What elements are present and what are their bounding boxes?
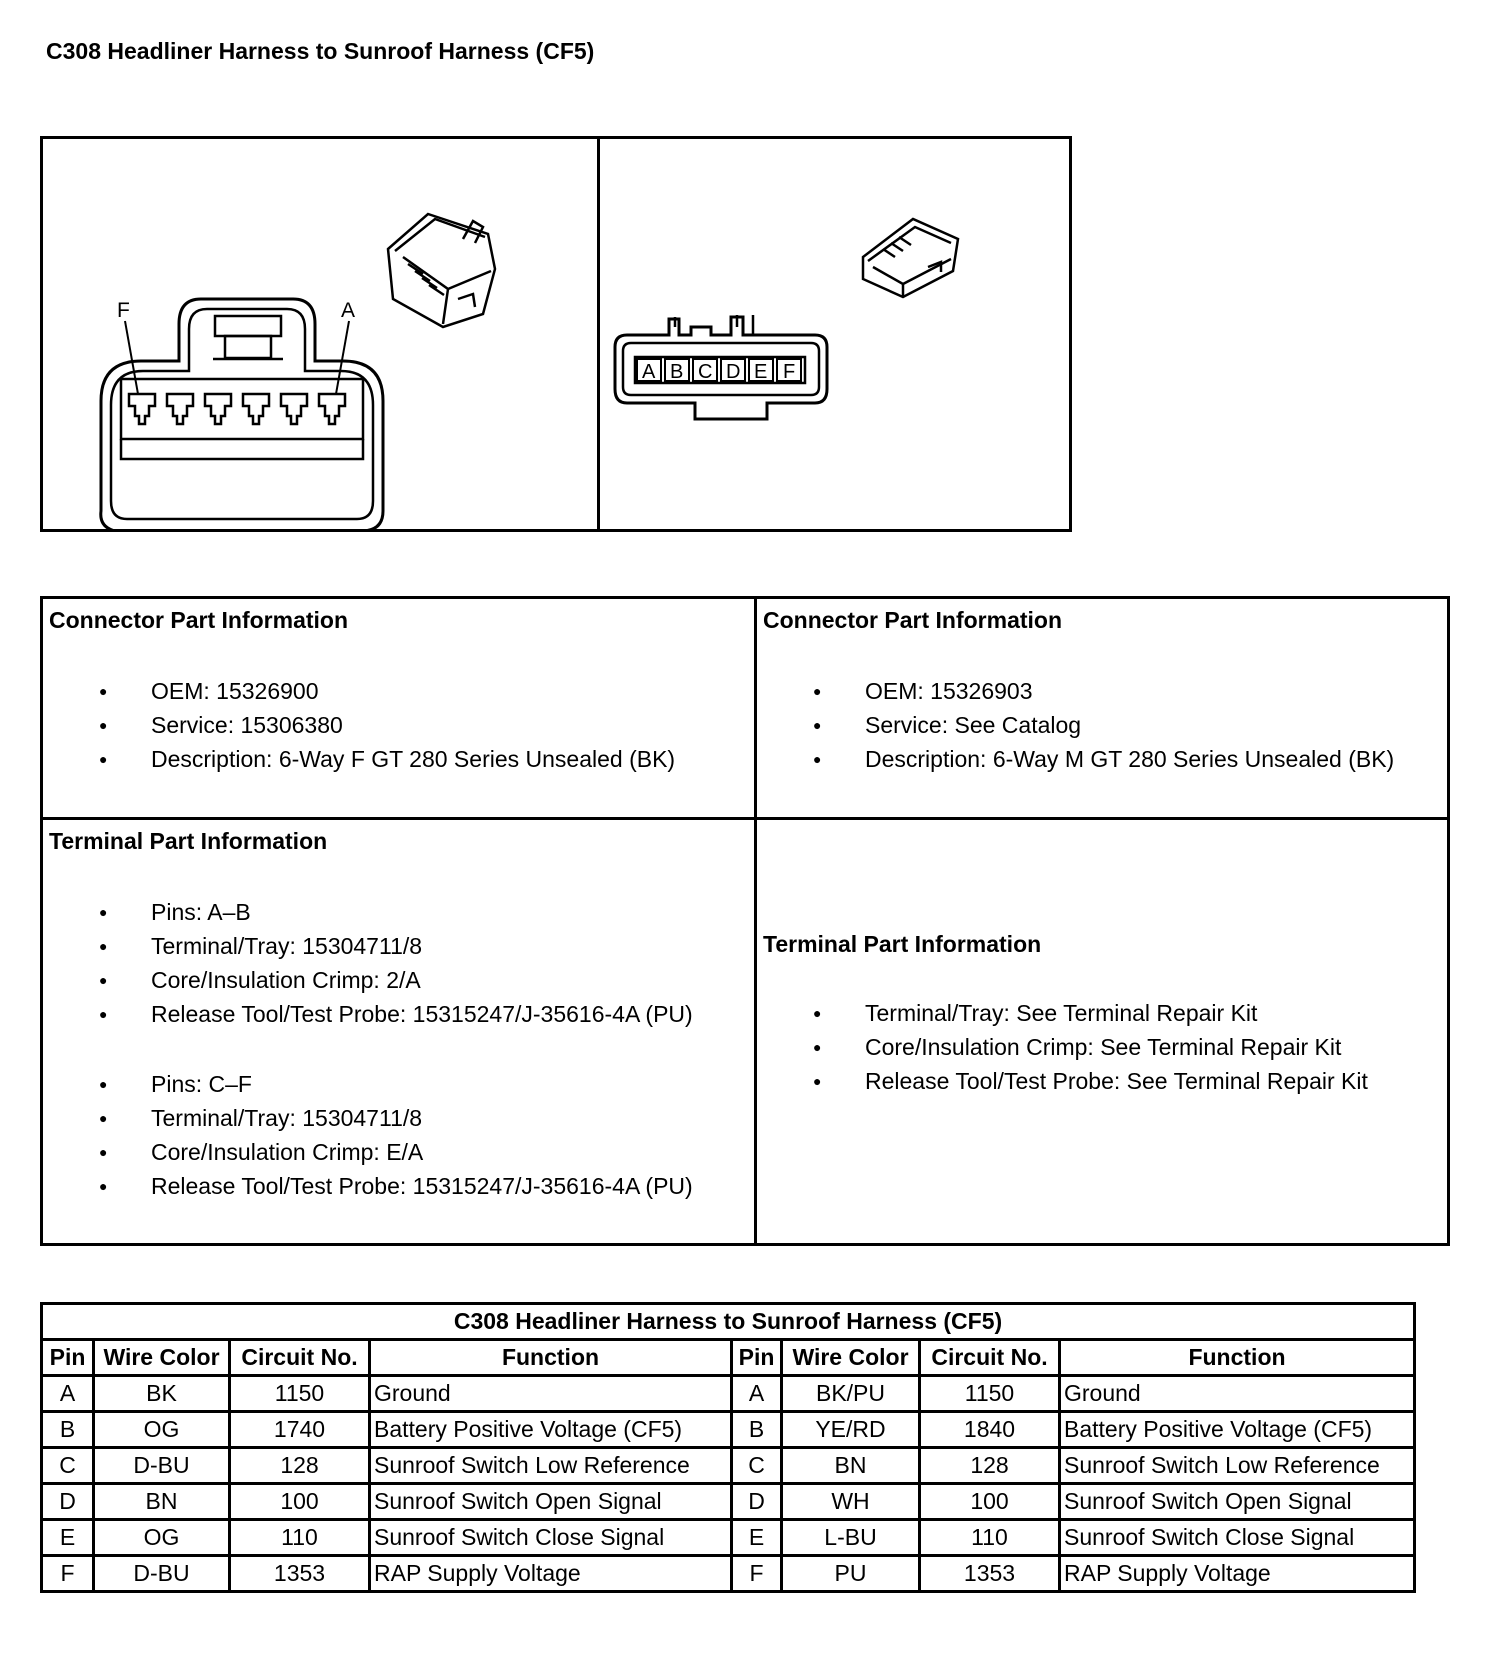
- connector-diagrams: [43, 139, 1069, 529]
- list-item: ● Release Tool/Test Probe: 15315247/J-35616-4A (PU): [49, 1169, 754, 1203]
- table-cell: PU: [782, 1556, 920, 1592]
- column-header: Function: [1060, 1340, 1415, 1376]
- table-cell: C: [732, 1448, 782, 1484]
- table-cell: D-BU: [94, 1448, 230, 1484]
- list-item: ● Release Tool/Test Probe: See Terminal Repair Kit: [763, 1064, 1447, 1098]
- table-cell: 128: [920, 1448, 1060, 1484]
- table-cell: 1740: [230, 1412, 370, 1448]
- list-item: ● Service: 15306380: [49, 708, 754, 742]
- left-terminal-info: [43, 828, 754, 1203]
- male-connector-thumbnail-icon: [863, 219, 958, 297]
- table-cell: E: [732, 1520, 782, 1556]
- table-cell: BK/PU: [782, 1376, 920, 1412]
- table-cell: E: [42, 1520, 94, 1556]
- part-info-grid: [40, 596, 1450, 1246]
- table-cell: 1150: [920, 1376, 1060, 1412]
- pinout-table: [40, 1302, 1416, 1593]
- page-title: C308 Headliner Harness to Sunroof Harness (CF5): [46, 38, 595, 64]
- male-pin-d: D: [726, 361, 741, 383]
- column-header: Wire Color: [94, 1340, 230, 1376]
- male-pin-e: E: [754, 361, 768, 383]
- male-pin-f: F: [783, 361, 796, 383]
- table-cell: YE/RD: [782, 1412, 920, 1448]
- female-connector-thumbnail-icon: [388, 214, 495, 327]
- table-header-row: [42, 1340, 1415, 1376]
- list-item: ● Core/Insulation Crimp: E/A: [49, 1135, 754, 1169]
- table-cell: Battery Positive Voltage (CF5): [1060, 1412, 1415, 1448]
- table-cell: Ground: [1060, 1376, 1415, 1412]
- list-item: ● OEM: 15326903: [763, 674, 1447, 708]
- table-cell: L-BU: [782, 1520, 920, 1556]
- female-connector-face: [101, 299, 383, 529]
- table-cell: 1353: [920, 1556, 1060, 1592]
- list-item: ● Terminal/Tray: 15304711/8: [49, 1101, 754, 1135]
- list-item: ● Description: 6-Way M GT 280 Series Unsealed (BK): [763, 742, 1447, 776]
- list-item: ● Pins: A–B: [49, 895, 754, 929]
- table-cell: D: [732, 1484, 782, 1520]
- table-cell: Sunroof Switch Open Signal: [370, 1484, 732, 1520]
- pin-a-label: A: [341, 299, 356, 322]
- table-cell: Sunroof Switch Low Reference: [370, 1448, 732, 1484]
- table-row: [42, 1412, 1415, 1448]
- table-cell: 1353: [230, 1556, 370, 1592]
- table-cell: 128: [230, 1448, 370, 1484]
- table-cell: D: [42, 1484, 94, 1520]
- table-cell: 110: [230, 1520, 370, 1556]
- column-header: Pin: [42, 1340, 94, 1376]
- table-cell: WH: [782, 1484, 920, 1520]
- table-row: [42, 1484, 1415, 1520]
- table-cell: Battery Positive Voltage (CF5): [370, 1412, 732, 1448]
- table-cell: RAP Supply Voltage: [370, 1556, 732, 1592]
- table-cell: Sunroof Switch Close Signal: [1060, 1520, 1415, 1556]
- right-connector-heading: Connector Part Information: [763, 607, 1063, 633]
- male-pin-a: A: [642, 361, 656, 383]
- list-item: ● Core/Insulation Crimp: 2/A: [49, 963, 754, 997]
- list-item: ● Terminal/Tray: See Terminal Repair Kit: [763, 996, 1447, 1030]
- table-cell: C: [42, 1448, 94, 1484]
- column-header: Wire Color: [782, 1340, 920, 1376]
- table-cell: Sunroof Switch Low Reference: [1060, 1448, 1415, 1484]
- table-cell: BN: [782, 1448, 920, 1484]
- male-pin-b: B: [670, 361, 684, 383]
- table-cell: B: [42, 1412, 94, 1448]
- list-item: ● Core/Insulation Crimp: See Terminal Repair Kit: [763, 1030, 1447, 1064]
- diagram-divider: [597, 139, 600, 529]
- male-pin-c: C: [698, 361, 713, 383]
- female-terminal-cavities: [129, 394, 345, 424]
- list-item: ● Pins: C–F: [49, 1067, 754, 1101]
- table-row: [42, 1448, 1415, 1484]
- table-cell: 110: [920, 1520, 1060, 1556]
- left-connector-info: [43, 607, 754, 776]
- table-cell: BK: [94, 1376, 230, 1412]
- column-header: Function: [370, 1340, 732, 1376]
- right-terminal-heading: Terminal Part Information: [763, 931, 1042, 957]
- table-cell: 1150: [230, 1376, 370, 1412]
- table-cell: 1840: [920, 1412, 1060, 1448]
- table-cell: OG: [94, 1520, 230, 1556]
- table-caption: C308 Headliner Harness to Sunroof Harness (CF5): [42, 1304, 1415, 1340]
- column-header: Pin: [732, 1340, 782, 1376]
- table-cell: A: [42, 1376, 94, 1412]
- table-cell: F: [42, 1556, 94, 1592]
- table-cell: D-BU: [94, 1556, 230, 1592]
- right-connector-info: [757, 607, 1447, 776]
- table-cell: BN: [94, 1484, 230, 1520]
- table-row: [42, 1376, 1415, 1412]
- table-cell: OG: [94, 1412, 230, 1448]
- male-pin-labels: [637, 359, 801, 383]
- column-header: Circuit No.: [920, 1340, 1060, 1376]
- table-cell: F: [732, 1556, 782, 1592]
- left-terminal-heading: Terminal Part Information: [49, 828, 328, 854]
- list-item: ● Terminal/Tray: 15304711/8: [49, 929, 754, 963]
- info-divider-horizontal: [43, 817, 1447, 820]
- pin-f-label: F: [117, 299, 130, 322]
- list-item: ● Description: 6-Way F GT 280 Series Unsealed (BK): [49, 742, 754, 776]
- table-cell: 100: [230, 1484, 370, 1520]
- table-cell: RAP Supply Voltage: [1060, 1556, 1415, 1592]
- table-cell: Ground: [370, 1376, 732, 1412]
- right-terminal-info: [757, 931, 1447, 1098]
- list-item: ● OEM: 15326900: [49, 674, 754, 708]
- table-cell: A: [732, 1376, 782, 1412]
- table-cell: Sunroof Switch Open Signal: [1060, 1484, 1415, 1520]
- table-row: [42, 1520, 1415, 1556]
- table-row: [42, 1556, 1415, 1592]
- list-item: ● Service: See Catalog: [763, 708, 1447, 742]
- column-header: Circuit No.: [230, 1340, 370, 1376]
- list-item: ● Release Tool/Test Probe: 15315247/J-35616-4A (PU): [49, 997, 754, 1031]
- table-cell: Sunroof Switch Close Signal: [370, 1520, 732, 1556]
- table-cell: B: [732, 1412, 782, 1448]
- table-cell: 100: [920, 1484, 1060, 1520]
- connector-diagram-panel: [40, 136, 1072, 532]
- left-connector-heading: Connector Part Information: [49, 607, 349, 633]
